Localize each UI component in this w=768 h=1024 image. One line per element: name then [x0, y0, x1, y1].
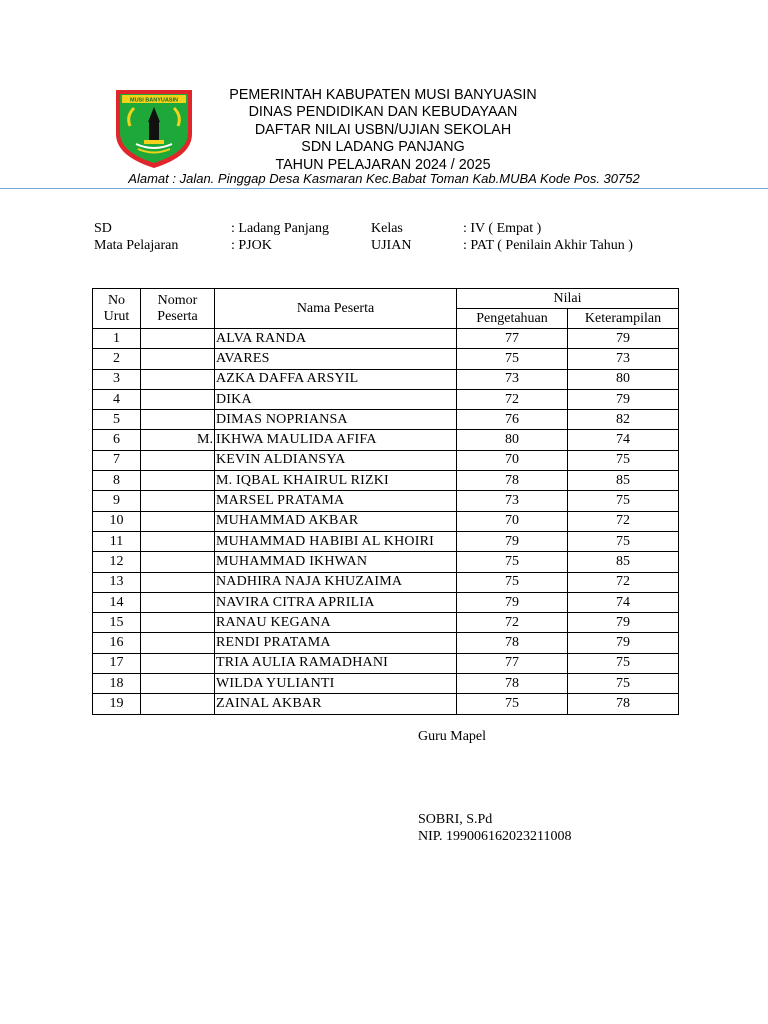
row-pengetahuan: 77 [457, 653, 568, 673]
row-nomor-peserta [141, 450, 215, 470]
table-row [93, 389, 679, 409]
header-keterampilan: Keterampilan [568, 309, 679, 329]
row-pengetahuan: 73 [457, 491, 568, 511]
header-nomor-line2: Peserta [157, 308, 198, 324]
row-nomor-peserta [141, 410, 215, 430]
letterhead-line-document-title: DAFTAR NILAI USBN/UJIAN SEKOLAH [254, 121, 512, 138]
row-keterampilan: 79 [568, 633, 679, 653]
table-row [93, 511, 679, 531]
row-keterampilan: 72 [568, 572, 679, 592]
table-row [93, 653, 679, 673]
row-nama-peserta: M. IQBAL KHAIRUL RIZKI [215, 471, 457, 491]
row-nomor-peserta [141, 511, 215, 531]
row-pengetahuan: 79 [457, 592, 568, 612]
letterhead-line-government: PEMERINTAH KABUPATEN MUSI BANYUASIN [229, 87, 537, 103]
row-keterampilan: 75 [568, 674, 679, 694]
letterhead-line-agency: DINAS PENDIDIKAN DAN KEBUDAYAAN [248, 104, 518, 121]
table-row [93, 694, 679, 714]
row-nama-peserta: MUHAMMAD HABIBI AL KHOIRI [215, 531, 457, 551]
row-pengetahuan: 79 [457, 531, 568, 551]
row-nomor-peserta [141, 653, 215, 673]
header-no-line1: No [107, 292, 126, 308]
row-pengetahuan: 75 [457, 694, 568, 714]
table-row [93, 633, 679, 653]
table-row [93, 329, 679, 349]
row-nama-peserta: RANAU KEGANA [215, 613, 457, 633]
info-mapel-label: Mata Pelajaran [94, 238, 179, 253]
row-keterampilan: 75 [568, 450, 679, 470]
row-no: 12 [93, 552, 141, 572]
row-no: 9 [93, 491, 141, 511]
info-kelas-value: : IV ( Empat ) [463, 221, 542, 236]
table-row [93, 572, 679, 592]
row-nama-peserta: MUHAMMAD IKHWAN [215, 552, 457, 572]
row-nomor-peserta [141, 674, 215, 694]
row-pengetahuan: 78 [457, 674, 568, 694]
row-no: 5 [93, 410, 141, 430]
info-sd-label: SD [94, 221, 112, 236]
row-nama-peserta: NADHIRA NAJA KHUZAIMA [215, 572, 457, 592]
row-nomor-peserta [141, 552, 215, 572]
row-nama-peserta: DIKA [215, 389, 457, 409]
row-nomor-peserta [141, 471, 215, 491]
letterhead [200, 87, 566, 174]
logo-lettering: MUSI BANYUASIN [130, 97, 178, 104]
row-nama-peserta: DIMAS NOPRIANSA [215, 410, 457, 430]
regency-logo [114, 86, 194, 170]
table-row [93, 531, 679, 551]
row-keterampilan: 74 [568, 430, 679, 450]
row-no: 7 [93, 450, 141, 470]
signature-role: Guru Mapel [418, 729, 487, 744]
row-keterampilan: 74 [568, 592, 679, 612]
row-nomor-peserta [141, 572, 215, 592]
letterhead-line-school: SDN LADANG PANJANG [301, 139, 465, 156]
row-nomor-peserta [141, 531, 215, 551]
header-nomor-peserta [141, 289, 215, 329]
row-nama-peserta: AZKA DAFFA ARSYIL [215, 369, 457, 389]
table-row [93, 491, 679, 511]
table-row [93, 552, 679, 572]
row-keterampilan: 75 [568, 491, 679, 511]
row-keterampilan: 79 [568, 329, 679, 349]
row-no: 16 [93, 633, 141, 653]
table-row [93, 410, 679, 430]
row-pengetahuan: 70 [457, 511, 568, 531]
row-nama-peserta: RENDI PRATAMA [215, 633, 457, 653]
row-pengetahuan: 76 [457, 410, 568, 430]
row-pengetahuan: 80 [457, 430, 568, 450]
row-nomor-peserta [141, 329, 215, 349]
row-nomor-peserta [141, 613, 215, 633]
row-pengetahuan: 78 [457, 633, 568, 653]
row-nomor-peserta [141, 349, 215, 369]
row-keterampilan: 80 [568, 369, 679, 389]
row-no: 2 [93, 349, 141, 369]
row-keterampilan: 75 [568, 531, 679, 551]
info-ujian-label: UJIAN [371, 238, 412, 253]
table-row [93, 349, 679, 369]
table-row [93, 450, 679, 470]
row-nama-peserta: ZAINAL AKBAR [215, 694, 457, 714]
row-pengetahuan: 73 [457, 369, 568, 389]
header-pengetahuan: Pengetahuan [457, 309, 568, 329]
row-no: 4 [93, 389, 141, 409]
row-keterampilan: 72 [568, 511, 679, 531]
row-pengetahuan: 72 [457, 389, 568, 409]
row-nomor-peserta: M. [141, 430, 215, 450]
row-nama-peserta: MARSEL PRATAMA [215, 491, 457, 511]
table-row [93, 613, 679, 633]
row-keterampilan: 85 [568, 552, 679, 572]
signature-nip: NIP. 199006162023211008 [418, 829, 572, 844]
row-no: 8 [93, 471, 141, 491]
row-no: 1 [93, 329, 141, 349]
header-no-line2: Urut [103, 308, 130, 324]
table-row [93, 430, 679, 450]
row-nama-peserta: KEVIN ALDIANSYA [215, 450, 457, 470]
row-no: 11 [93, 531, 141, 551]
row-nama-peserta: AVARES [215, 349, 457, 369]
info-kelas-label: Kelas [371, 221, 403, 236]
header-divider [0, 188, 768, 189]
row-pengetahuan: 75 [457, 572, 568, 592]
row-nama-peserta: MUHAMMAD AKBAR [215, 511, 457, 531]
row-nomor-peserta [141, 369, 215, 389]
row-no: 19 [93, 694, 141, 714]
row-pengetahuan: 78 [457, 471, 568, 491]
row-pengetahuan: 72 [457, 613, 568, 633]
row-nomor-peserta [141, 491, 215, 511]
table-row [93, 674, 679, 694]
row-no: 15 [93, 613, 141, 633]
row-nama-peserta: ALVA RANDA [215, 329, 457, 349]
row-pengetahuan: 77 [457, 329, 568, 349]
info-ujian-value: : PAT ( Penilain Akhir Tahun ) [463, 238, 633, 253]
header-nama-peserta: Nama Peserta [215, 289, 457, 329]
row-nomor-peserta [141, 592, 215, 612]
header-no-urut [93, 289, 141, 329]
row-keterampilan: 85 [568, 471, 679, 491]
row-nama-peserta: TRIA AULIA RAMADHANI [215, 653, 457, 673]
table-row [93, 369, 679, 389]
row-keterampilan: 82 [568, 410, 679, 430]
table-row [93, 592, 679, 612]
letterhead-line-academic-year: TAHUN PELAJARAN 2024 / 2025 [275, 156, 491, 173]
row-nomor-peserta [141, 389, 215, 409]
row-keterampilan: 79 [568, 389, 679, 409]
row-pengetahuan: 70 [457, 450, 568, 470]
signature-name: SOBRI, S.Pd [418, 812, 493, 827]
table-row [93, 471, 679, 491]
row-nomor-peserta [141, 694, 215, 714]
row-nama-peserta: NAVIRA CITRA APRILIA [215, 592, 457, 612]
row-no: 14 [93, 592, 141, 612]
row-keterampilan: 79 [568, 613, 679, 633]
row-nama-peserta: WILDA YULIANTI [215, 674, 457, 694]
row-nomor-peserta [141, 633, 215, 653]
row-keterampilan: 73 [568, 349, 679, 369]
row-no: 18 [93, 674, 141, 694]
row-no: 13 [93, 572, 141, 592]
row-keterampilan: 78 [568, 694, 679, 714]
info-sd-value: : Ladang Panjang [231, 221, 329, 236]
row-pengetahuan: 75 [457, 552, 568, 572]
row-no: 10 [93, 511, 141, 531]
info-mapel-value: : PJOK [231, 238, 272, 253]
row-nama-peserta: IKHWA MAULIDA AFIFA [215, 430, 457, 450]
header-nomor-line1: Nomor [157, 292, 198, 308]
row-pengetahuan: 75 [457, 349, 568, 369]
row-no: 6 [93, 430, 141, 450]
school-address: Alamat : Jalan. Pinggap Desa Kasmaran Kec.Babat Toman Kab.MUBA Kode Pos. 30752 [128, 171, 640, 186]
grades-table [92, 288, 679, 715]
row-keterampilan: 75 [568, 653, 679, 673]
header-nilai: Nilai [457, 289, 679, 309]
row-no: 17 [93, 653, 141, 673]
row-no: 3 [93, 369, 141, 389]
